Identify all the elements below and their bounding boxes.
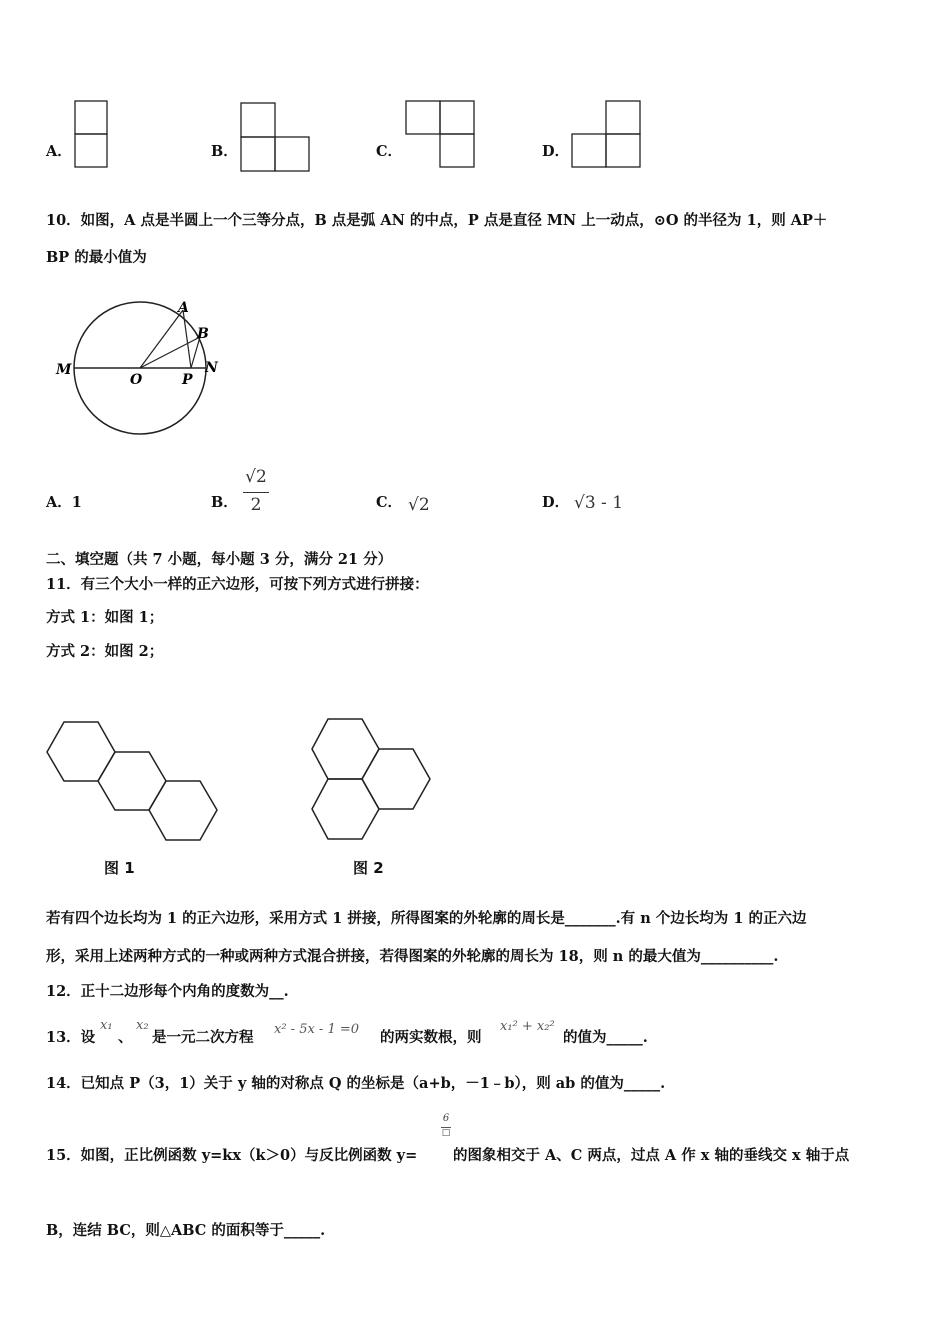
q13-mid2: 的两实数根，则 — [380, 1029, 482, 1046]
label-n: N — [205, 360, 218, 376]
q10-option-a-label: A． — [46, 494, 72, 511]
label-a: A — [178, 300, 189, 316]
q11-figure-1-hexagons — [45, 718, 225, 848]
q9-option-a-label: A． — [46, 143, 72, 160]
q15-fraction-denominator: □ — [441, 1128, 451, 1138]
q11-figure-2-caption: 图 2 — [353, 859, 384, 877]
q10-option-d-value: √3 - 1 — [574, 493, 624, 513]
q10-option-a — [46, 491, 82, 512]
q9-figure-a — [74, 100, 110, 170]
q15-line1-a: 15．如图，正比例函数 y=kx（k＞0）与反比例函数 y= — [46, 1147, 418, 1164]
q10-option-b-label: B． — [211, 494, 238, 511]
q15-line1-b: 的图象相交于 A、C 两点，过点 A 作 x 轴的垂线交 x 轴于点 — [453, 1147, 850, 1164]
q11-way1: 方式 1：如图 1； — [46, 609, 164, 626]
q10-circle-figure — [50, 290, 230, 450]
label-p: P — [182, 372, 193, 388]
q13-expression: x₁² + x₂² — [500, 1019, 555, 1034]
q13-separator: 、 — [118, 1029, 133, 1046]
q10-option-c-label: C． — [376, 494, 403, 511]
section-title: 二、填空题（共 7 小题，每小题 3 分，满分 21 分） — [46, 551, 393, 568]
q10-option-b-fraction-bar — [243, 492, 269, 493]
q13-mid: 是一元二次方程 — [152, 1029, 254, 1046]
q11-intro: 11．有三个大小一样的正六边形，可按下列方式进行拼接： — [46, 576, 429, 593]
q14-text: 14．已知点 P（3，1）关于 y 轴的对称点 Q 的坐标是（a+b，－1﹣b），则 ab 的值为_____. — [46, 1075, 666, 1092]
q12-text: 12．正十二边形每个内角的度数为__. — [46, 983, 289, 1000]
q11-way2: 方式 2：如图 2； — [46, 643, 164, 660]
q13-x2: x₂ — [136, 1018, 149, 1033]
q9-figure-b — [240, 102, 312, 174]
label-m: M — [56, 362, 72, 378]
q10-option-c-value: √2 — [408, 495, 430, 515]
q13-suffix: 的值为_____. — [563, 1029, 648, 1046]
q10-option-d-label: D． — [542, 494, 570, 511]
q13-x1: x₁ — [100, 1018, 113, 1033]
q9-option-c-label: C． — [376, 143, 403, 160]
q9-option-d-label: D． — [542, 143, 570, 160]
q13-equation: x² - 5x - 1 =0 — [274, 1022, 360, 1037]
q10-option-a-value: 1 — [71, 494, 82, 511]
q9-figure-c — [405, 100, 477, 170]
q10-stem-line2: BP 的最小值为 — [46, 249, 147, 266]
q11-text-line2: 形，采用上述两种方式的一种或两种方式混合拼接，若得图案的外轮廓的周长为 18，则 n 的最大值为__________. — [46, 948, 779, 965]
q15-line2: B，连结 BC，则△ABC 的面积等于_____. — [46, 1222, 326, 1239]
q11-text-line1: 若有四个边长均为 1 的正六边形，采用方式 1 拼接，所得图案的外轮廓的周长是_______.有 n 个边长均为 1 的正六边 — [46, 910, 807, 927]
q9-option-b-label: B． — [211, 143, 238, 160]
q11-figure-2-hexagons — [308, 716, 443, 850]
q10-option-b-denominator: 2 — [250, 495, 262, 515]
q13-prefix: 13．设 — [46, 1029, 96, 1046]
label-o: O — [130, 372, 143, 388]
q9-figure-d — [571, 100, 643, 170]
q15-fraction-numerator: 6 — [442, 1113, 450, 1124]
q10-stem-line1: 10．如图，A 点是半圆上一个三等分点，B 点是弧 AN 的中点，P 点是直径 MN 上一动点，⊙O 的半径为 1，则 AP＋ — [46, 212, 828, 229]
label-b: B — [197, 326, 209, 342]
q11-figure-1-caption: 图 1 — [104, 859, 135, 877]
q10-option-b-numerator: √2 — [245, 467, 267, 487]
